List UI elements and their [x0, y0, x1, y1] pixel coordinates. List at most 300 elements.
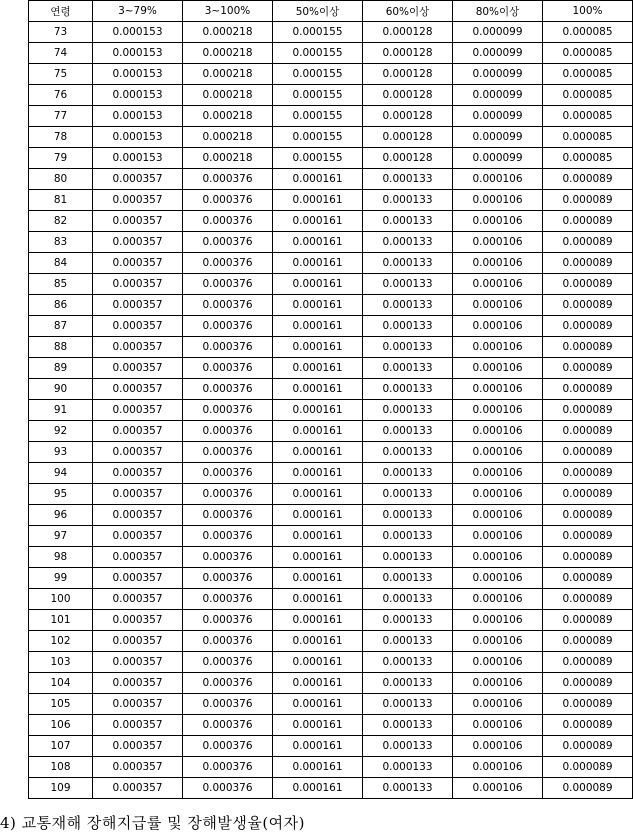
rate-cell: 0.000161	[273, 274, 363, 295]
rate-cell: 0.000133	[363, 736, 453, 757]
rate-cell: 0.000128	[363, 43, 453, 64]
rate-cell: 0.000089	[543, 694, 633, 715]
rate-cell: 0.000089	[543, 232, 633, 253]
header-row	[29, 1, 633, 22]
age-cell: 92	[29, 421, 93, 442]
table-row	[29, 232, 633, 253]
rate-cell: 0.000357	[93, 421, 183, 442]
rate-cell: 0.000106	[453, 694, 543, 715]
rate-cell: 0.000376	[183, 358, 273, 379]
rate-cell: 0.000376	[183, 484, 273, 505]
rate-cell: 0.000133	[363, 778, 453, 799]
rate-cell: 0.000161	[273, 253, 363, 274]
section-caption: 4) 교통재해 장해지급률 및 장해발생율(여자)	[0, 814, 306, 832]
rate-cell: 0.000106	[453, 505, 543, 526]
table-row	[29, 673, 633, 694]
table-row	[29, 715, 633, 736]
rate-cell: 0.000155	[273, 127, 363, 148]
age-cell: 88	[29, 337, 93, 358]
rate-cell: 0.000133	[363, 400, 453, 421]
rate-cell: 0.000161	[273, 631, 363, 652]
table-row	[29, 337, 633, 358]
age-cell: 109	[29, 778, 93, 799]
header-50-plus: 50%이상	[273, 1, 363, 22]
rate-cell: 0.000218	[183, 127, 273, 148]
table-row	[29, 379, 633, 400]
rate-cell: 0.000155	[273, 43, 363, 64]
rate-cell: 0.000106	[453, 715, 543, 736]
rate-cell: 0.000357	[93, 190, 183, 211]
age-cell: 80	[29, 169, 93, 190]
rate-cell: 0.000106	[453, 358, 543, 379]
rate-cell: 0.000089	[543, 505, 633, 526]
rate-cell: 0.000155	[273, 22, 363, 43]
rate-cell: 0.000357	[93, 736, 183, 757]
rate-cell: 0.000161	[273, 232, 363, 253]
table-row	[29, 22, 633, 43]
rate-cell: 0.000161	[273, 358, 363, 379]
rate-cell: 0.000376	[183, 442, 273, 463]
rate-cell: 0.000218	[183, 148, 273, 169]
rate-cell: 0.000357	[93, 253, 183, 274]
rate-cell: 0.000133	[363, 463, 453, 484]
rate-cell: 0.000161	[273, 484, 363, 505]
table-row	[29, 85, 633, 106]
rate-cell: 0.000376	[183, 295, 273, 316]
rate-cell: 0.000106	[453, 442, 543, 463]
rate-cell: 0.000357	[93, 316, 183, 337]
table-row	[29, 274, 633, 295]
rate-cell: 0.000133	[363, 547, 453, 568]
age-cell: 91	[29, 400, 93, 421]
age-cell: 83	[29, 232, 93, 253]
rate-cell: 0.000106	[453, 652, 543, 673]
rate-cell: 0.000153	[93, 85, 183, 106]
rate-cell: 0.000128	[363, 85, 453, 106]
rate-cell: 0.000155	[273, 64, 363, 85]
rate-cell: 0.000376	[183, 526, 273, 547]
rate-cell: 0.000089	[543, 358, 633, 379]
rate-cell: 0.000376	[183, 190, 273, 211]
table-row	[29, 43, 633, 64]
rate-cell: 0.000376	[183, 589, 273, 610]
age-cell: 98	[29, 547, 93, 568]
rate-cell: 0.000161	[273, 673, 363, 694]
rate-cell: 0.000153	[93, 43, 183, 64]
rate-cell: 0.000161	[273, 421, 363, 442]
age-cell: 99	[29, 568, 93, 589]
rate-cell: 0.000106	[453, 211, 543, 232]
rate-table	[28, 0, 633, 799]
table-row	[29, 757, 633, 778]
age-cell: 96	[29, 505, 93, 526]
header-80-plus: 80%이상	[453, 1, 543, 22]
table-row	[29, 547, 633, 568]
rate-cell: 0.000133	[363, 694, 453, 715]
rate-cell: 0.000089	[543, 484, 633, 505]
rate-cell: 0.000161	[273, 610, 363, 631]
rate-cell: 0.000218	[183, 43, 273, 64]
rate-cell: 0.000133	[363, 274, 453, 295]
rate-cell: 0.000085	[543, 127, 633, 148]
rate-cell: 0.000106	[453, 631, 543, 652]
rate-cell: 0.000133	[363, 379, 453, 400]
rate-cell: 0.000089	[543, 589, 633, 610]
rate-cell: 0.000106	[453, 232, 543, 253]
age-cell: 94	[29, 463, 93, 484]
age-cell: 73	[29, 22, 93, 43]
rate-cell: 0.000218	[183, 106, 273, 127]
rate-cell: 0.000376	[183, 736, 273, 757]
rate-cell: 0.000357	[93, 400, 183, 421]
age-cell: 77	[29, 106, 93, 127]
rate-cell: 0.000153	[93, 106, 183, 127]
age-cell: 106	[29, 715, 93, 736]
rate-cell: 0.000357	[93, 673, 183, 694]
rate-cell: 0.000099	[453, 148, 543, 169]
rate-cell: 0.000153	[93, 22, 183, 43]
rate-cell: 0.000106	[453, 379, 543, 400]
age-cell: 84	[29, 253, 93, 274]
rate-cell: 0.000106	[453, 568, 543, 589]
rate-cell: 0.000155	[273, 85, 363, 106]
rate-cell: 0.000106	[453, 757, 543, 778]
age-cell: 87	[29, 316, 93, 337]
rate-cell: 0.000089	[543, 715, 633, 736]
table-row	[29, 400, 633, 421]
table-row	[29, 148, 633, 169]
rate-cell: 0.000357	[93, 379, 183, 400]
rate-cell: 0.000161	[273, 547, 363, 568]
rate-cell: 0.000357	[93, 652, 183, 673]
rate-cell: 0.000376	[183, 694, 273, 715]
rate-cell: 0.000218	[183, 22, 273, 43]
header-3-100: 3~100%	[183, 1, 273, 22]
rate-cell: 0.000106	[453, 484, 543, 505]
rate-cell: 0.000089	[543, 442, 633, 463]
rate-cell: 0.000089	[543, 673, 633, 694]
rate-cell: 0.000161	[273, 505, 363, 526]
rate-cell: 0.000128	[363, 127, 453, 148]
rate-cell: 0.000161	[273, 463, 363, 484]
rate-cell: 0.000133	[363, 610, 453, 631]
rate-cell: 0.000089	[543, 757, 633, 778]
rate-cell: 0.000161	[273, 169, 363, 190]
table-row	[29, 778, 633, 799]
rate-cell: 0.000376	[183, 673, 273, 694]
rate-cell: 0.000106	[453, 190, 543, 211]
age-cell: 93	[29, 442, 93, 463]
rate-cell: 0.000089	[543, 211, 633, 232]
table-row	[29, 169, 633, 190]
age-cell: 97	[29, 526, 93, 547]
rate-cell: 0.000089	[543, 379, 633, 400]
rate-cell: 0.000089	[543, 736, 633, 757]
rate-cell: 0.000089	[543, 295, 633, 316]
rate-cell: 0.000099	[453, 85, 543, 106]
rate-cell: 0.000357	[93, 568, 183, 589]
rate-cell: 0.000376	[183, 253, 273, 274]
table-row	[29, 442, 633, 463]
rate-cell: 0.000089	[543, 169, 633, 190]
rate-cell: 0.000376	[183, 316, 273, 337]
rate-cell: 0.000153	[93, 127, 183, 148]
rate-cell: 0.000357	[93, 232, 183, 253]
age-cell: 75	[29, 64, 93, 85]
rate-cell: 0.000357	[93, 337, 183, 358]
rate-cell: 0.000357	[93, 169, 183, 190]
rate-cell: 0.000089	[543, 568, 633, 589]
rate-cell: 0.000133	[363, 589, 453, 610]
rate-cell: 0.000161	[273, 316, 363, 337]
rate-cell: 0.000106	[453, 547, 543, 568]
rate-cell: 0.000133	[363, 232, 453, 253]
table-row	[29, 316, 633, 337]
rate-cell: 0.000357	[93, 463, 183, 484]
rate-cell: 0.000106	[453, 673, 543, 694]
rate-cell: 0.000357	[93, 589, 183, 610]
rate-cell: 0.000099	[453, 43, 543, 64]
rate-cell: 0.000357	[93, 631, 183, 652]
rate-cell: 0.000106	[453, 274, 543, 295]
header-age: 연령	[29, 1, 93, 22]
rate-cell: 0.000133	[363, 190, 453, 211]
rate-cell: 0.000153	[93, 148, 183, 169]
table-row	[29, 631, 633, 652]
rate-cell: 0.000089	[543, 190, 633, 211]
table-row	[29, 358, 633, 379]
rate-cell: 0.000133	[363, 568, 453, 589]
age-cell: 108	[29, 757, 93, 778]
age-cell: 102	[29, 631, 93, 652]
rate-cell: 0.000161	[273, 379, 363, 400]
rate-cell: 0.000106	[453, 610, 543, 631]
rate-cell: 0.000133	[363, 211, 453, 232]
rate-cell: 0.000357	[93, 442, 183, 463]
rate-cell: 0.000376	[183, 610, 273, 631]
rate-cell: 0.000106	[453, 736, 543, 757]
rate-cell: 0.000357	[93, 211, 183, 232]
rate-cell: 0.000376	[183, 232, 273, 253]
table-row	[29, 610, 633, 631]
age-cell: 90	[29, 379, 93, 400]
age-cell: 74	[29, 43, 93, 64]
rate-cell: 0.000357	[93, 547, 183, 568]
table-row	[29, 694, 633, 715]
rate-cell: 0.000128	[363, 64, 453, 85]
age-cell: 79	[29, 148, 93, 169]
rate-cell: 0.000376	[183, 379, 273, 400]
rate-cell: 0.000376	[183, 631, 273, 652]
rate-cell: 0.000106	[453, 400, 543, 421]
rate-cell: 0.000357	[93, 295, 183, 316]
age-cell: 81	[29, 190, 93, 211]
table-row	[29, 484, 633, 505]
age-cell: 107	[29, 736, 93, 757]
rate-cell: 0.000089	[543, 547, 633, 568]
rate-cell: 0.000161	[273, 337, 363, 358]
rate-cell: 0.000357	[93, 505, 183, 526]
rate-cell: 0.000085	[543, 148, 633, 169]
rate-cell: 0.000089	[543, 316, 633, 337]
rate-cell: 0.000357	[93, 274, 183, 295]
rate-cell: 0.000133	[363, 442, 453, 463]
age-cell: 85	[29, 274, 93, 295]
header-60-plus: 60%이상	[363, 1, 453, 22]
age-cell: 82	[29, 211, 93, 232]
table-row	[29, 127, 633, 148]
rate-cell: 0.000089	[543, 337, 633, 358]
rate-cell: 0.000128	[363, 106, 453, 127]
rate-cell: 0.000376	[183, 715, 273, 736]
table-row	[29, 211, 633, 232]
rate-cell: 0.000099	[453, 64, 543, 85]
rate-cell: 0.000161	[273, 589, 363, 610]
rate-cell: 0.000106	[453, 316, 543, 337]
rate-cell: 0.000099	[453, 106, 543, 127]
age-cell: 89	[29, 358, 93, 379]
rate-cell: 0.000357	[93, 484, 183, 505]
rate-cell: 0.000161	[273, 652, 363, 673]
table-row	[29, 190, 633, 211]
rate-cell: 0.000218	[183, 64, 273, 85]
rate-cell: 0.000133	[363, 253, 453, 274]
rate-cell: 0.000376	[183, 505, 273, 526]
rate-cell: 0.000376	[183, 757, 273, 778]
rate-cell: 0.000133	[363, 337, 453, 358]
rate-cell: 0.000161	[273, 778, 363, 799]
rate-cell: 0.000099	[453, 22, 543, 43]
rate-cell: 0.000106	[453, 169, 543, 190]
rate-cell: 0.000357	[93, 610, 183, 631]
rate-cell: 0.000376	[183, 463, 273, 484]
rate-cell: 0.000357	[93, 358, 183, 379]
rate-cell: 0.000133	[363, 505, 453, 526]
rate-cell: 0.000128	[363, 148, 453, 169]
rate-cell: 0.000376	[183, 274, 273, 295]
rate-cell: 0.000089	[543, 652, 633, 673]
table-row	[29, 589, 633, 610]
rate-cell: 0.000133	[363, 295, 453, 316]
rate-cell: 0.000133	[363, 652, 453, 673]
rate-cell: 0.000357	[93, 757, 183, 778]
age-cell: 104	[29, 673, 93, 694]
rate-cell: 0.000085	[543, 43, 633, 64]
rate-cell: 0.000376	[183, 337, 273, 358]
rate-cell: 0.000161	[273, 400, 363, 421]
rate-cell: 0.000085	[543, 22, 633, 43]
rate-cell: 0.000106	[453, 421, 543, 442]
rate-cell: 0.000155	[273, 148, 363, 169]
table-row	[29, 652, 633, 673]
rate-cell: 0.000089	[543, 253, 633, 274]
rate-cell: 0.000089	[543, 778, 633, 799]
rate-cell: 0.000161	[273, 694, 363, 715]
rate-cell: 0.000106	[453, 337, 543, 358]
rate-cell: 0.000133	[363, 358, 453, 379]
rate-cell: 0.000161	[273, 442, 363, 463]
rate-cell: 0.000376	[183, 169, 273, 190]
rate-cell: 0.000133	[363, 631, 453, 652]
rate-cell: 0.000089	[543, 274, 633, 295]
rate-cell: 0.000089	[543, 421, 633, 442]
rate-cell: 0.000218	[183, 85, 273, 106]
rate-cell: 0.000133	[363, 757, 453, 778]
age-cell: 86	[29, 295, 93, 316]
rate-cell: 0.000376	[183, 211, 273, 232]
rate-cell: 0.000085	[543, 64, 633, 85]
rate-cell: 0.000376	[183, 400, 273, 421]
rate-cell: 0.000133	[363, 715, 453, 736]
rate-cell: 0.000357	[93, 778, 183, 799]
rate-cell: 0.000106	[453, 589, 543, 610]
rate-cell: 0.000376	[183, 778, 273, 799]
rate-cell: 0.000161	[273, 295, 363, 316]
age-cell: 100	[29, 589, 93, 610]
rate-cell: 0.000089	[543, 526, 633, 547]
rate-cell: 0.000161	[273, 190, 363, 211]
table-row	[29, 64, 633, 85]
table-row	[29, 505, 633, 526]
age-cell: 78	[29, 127, 93, 148]
table-row	[29, 526, 633, 547]
age-cell: 95	[29, 484, 93, 505]
rate-cell: 0.000106	[453, 526, 543, 547]
rate-cell: 0.000155	[273, 106, 363, 127]
rate-cell: 0.000133	[363, 484, 453, 505]
rate-cell: 0.000133	[363, 421, 453, 442]
table-row	[29, 736, 633, 757]
rate-cell: 0.000161	[273, 736, 363, 757]
age-cell: 105	[29, 694, 93, 715]
rate-cell: 0.000161	[273, 526, 363, 547]
rate-cell: 0.000085	[543, 85, 633, 106]
rate-cell: 0.000376	[183, 421, 273, 442]
table-row	[29, 421, 633, 442]
age-cell: 103	[29, 652, 93, 673]
age-cell: 76	[29, 85, 93, 106]
rate-cell: 0.000376	[183, 652, 273, 673]
rate-cell: 0.000161	[273, 715, 363, 736]
rate-cell: 0.000161	[273, 211, 363, 232]
rate-cell: 0.000376	[183, 568, 273, 589]
rate-cell: 0.000133	[363, 316, 453, 337]
rate-cell: 0.000376	[183, 547, 273, 568]
rate-cell: 0.000357	[93, 715, 183, 736]
table-row	[29, 463, 633, 484]
table-row	[29, 295, 633, 316]
rate-cell: 0.000357	[93, 694, 183, 715]
rate-cell: 0.000128	[363, 22, 453, 43]
table-row	[29, 253, 633, 274]
rate-cell: 0.000161	[273, 568, 363, 589]
header-100: 100%	[543, 1, 633, 22]
rate-cell: 0.000133	[363, 169, 453, 190]
rate-cell: 0.000089	[543, 463, 633, 484]
rate-cell: 0.000106	[453, 295, 543, 316]
age-cell: 101	[29, 610, 93, 631]
rate-cell: 0.000089	[543, 400, 633, 421]
rate-cell: 0.000089	[543, 631, 633, 652]
header-3-79: 3~79%	[93, 1, 183, 22]
table-row	[29, 106, 633, 127]
rate-cell: 0.000085	[543, 106, 633, 127]
rate-cell: 0.000089	[543, 610, 633, 631]
rate-cell: 0.000133	[363, 526, 453, 547]
rate-cell: 0.000357	[93, 526, 183, 547]
rate-cell: 0.000106	[453, 253, 543, 274]
rate-cell: 0.000133	[363, 673, 453, 694]
